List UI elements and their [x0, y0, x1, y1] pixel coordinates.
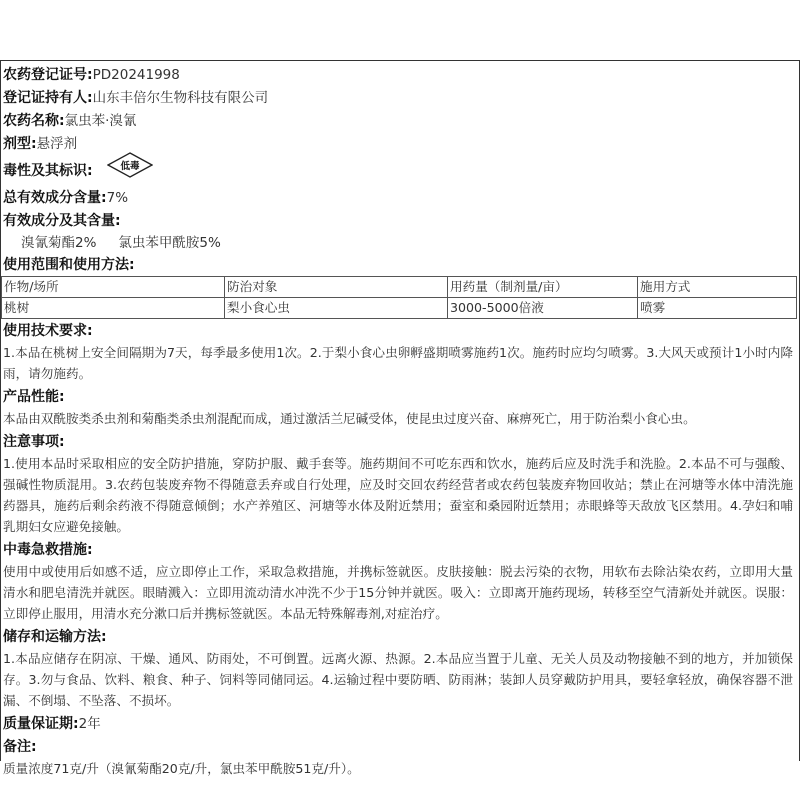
- holder-row: [3, 87, 797, 110]
- formulation-label: 剂型:: [3, 136, 37, 152]
- ingredient-item: 溴氰菊酯2%: [21, 235, 97, 251]
- performance-text: 本品由双酰胺类杀虫剂和菊酯类杀虫剂混配而成，通过激活兰尼碱受体，使昆虫过度兴奋、麻痹死亡，用于防治梨小食心虫。: [3, 411, 696, 426]
- storage-text: 1.本品应储存在阴凉、干燥、通风、防雨处，不可倒置。远离火源、热源。2.本品应当置于儿童、无关人员及动物接触不到的地方，并加锁保存。3.勿与食品、饮料、粮食、种子、饲料等同储同运。4.运输过程中要防晒、防雨淋；装卸人员穿戴防护用具，要轻拿轻放，确保容器不泄漏、不倒塌、不坠落、不损坏。: [3, 651, 793, 708]
- table-header-cell: 作物/场所: [2, 277, 225, 298]
- table-cell: 桃树: [2, 298, 225, 319]
- table-cell: 梨小食心虫: [225, 298, 448, 319]
- table-row: [2, 298, 797, 319]
- ingredients-heading: 有效成分及其含量:: [3, 213, 121, 229]
- diamond-toxicity-icon: [107, 152, 153, 186]
- ingredient-item: 氯虫苯甲酰胺5%: [118, 235, 221, 251]
- usage-table: [1, 276, 797, 319]
- total-content-row: [3, 187, 797, 210]
- ingredients-list: [3, 232, 797, 254]
- table-header-cell: 用药量（制剂量/亩）: [448, 277, 638, 298]
- holder-label: 登记证持有人:: [3, 90, 93, 106]
- remark-text: 质量浓度71克/升（溴氰菊酯20克/升，氯虫苯甲酰胺51克/升）。: [3, 761, 360, 776]
- precautions-heading: 注意事项:: [3, 434, 65, 450]
- pesticide-name-value: 氯虫苯·溴氰: [64, 113, 137, 129]
- registration-number-label: 农药登记证号:: [3, 67, 93, 83]
- remark-heading: 备注:: [3, 739, 37, 755]
- table-header-cell: 防治对象: [225, 277, 448, 298]
- tech-requirements-text: 1.本品在桃树上安全间隔期为7天，每季最多使用1次。2.于梨小食心虫卵孵盛期喷雾施药1次。施药时应均匀喷雾。3.大风天或预计1小时内降雨，请勿施药。: [3, 345, 793, 381]
- total-content-label: 总有效成分含量:: [3, 190, 107, 206]
- shelf-life-value: 2年: [78, 716, 101, 732]
- toxicity-label: 毒性及其标识:: [3, 163, 93, 179]
- table-cell: 3000-5000倍液: [448, 298, 638, 319]
- table-cell: 喷雾: [638, 298, 797, 319]
- storage-heading: 储存和运输方法:: [3, 629, 107, 645]
- shelf-life-label: 质量保证期:: [3, 716, 79, 732]
- registration-number-value: PD20241998: [92, 67, 180, 83]
- toxicity-row: [3, 156, 797, 185]
- total-content-value: 7%: [106, 190, 129, 206]
- pesticide-label-document: [3, 64, 797, 779]
- usage-heading: 使用范围和使用方法:: [3, 257, 135, 273]
- first-aid-heading: 中毒急救措施:: [3, 542, 93, 558]
- pesticide-name-row: [3, 110, 797, 133]
- table-header-cell: 施用方式: [638, 277, 797, 298]
- tech-requirements-heading: 使用技术要求:: [3, 323, 93, 339]
- precautions-text: 1.使用本品时采取相应的安全防护措施，穿防护服、戴手套等。施药期间不可吃东西和饮水，施药后应及时洗手和洗脸。2.本品不可与强酸、强碱性物质混用。3.农药包装废弃物不得随意丢弃或自行处理，应及时交回农药经营者或农药包装废弃物回收站；禁止在河塘等水体中清洗施药器具，施药后剩余药液不得随意倾倒；水产养殖区、河塘等水体及附近禁用；蚕室和桑园附近禁用；赤眼蜂等天敌放飞区禁用。4.孕妇和哺乳期妇女应避免接触。: [3, 456, 793, 534]
- table-header-row: [2, 277, 797, 298]
- performance-heading: 产品性能:: [3, 389, 65, 405]
- pesticide-name-label: 农药名称:: [3, 113, 65, 129]
- holder-value: 山东丰倍尔生物科技有限公司: [92, 90, 269, 106]
- toxicity-badge-text: 低毒: [120, 161, 140, 172]
- first-aid-text: 使用中或使用后如感不适，应立即停止工作，采取急救措施，并携标签就医。皮肤接触：脱去污染的衣物，用软布去除沾染农药，立即用大量清水和肥皂清洗并就医。眼睛溅入：立即用流动清水冲洗不少于15分钟并就医。吸入：立即离开施药现场，转移至空气清新处并就医。误服：立即停止服用，用清水充分漱口后并携标签就医。本品无特殊解毒剂,对症治疗。: [3, 564, 793, 621]
- registration-number-row: [3, 64, 797, 87]
- shelf-life-row: [3, 713, 797, 736]
- formulation-value: 悬浮剂: [36, 136, 78, 152]
